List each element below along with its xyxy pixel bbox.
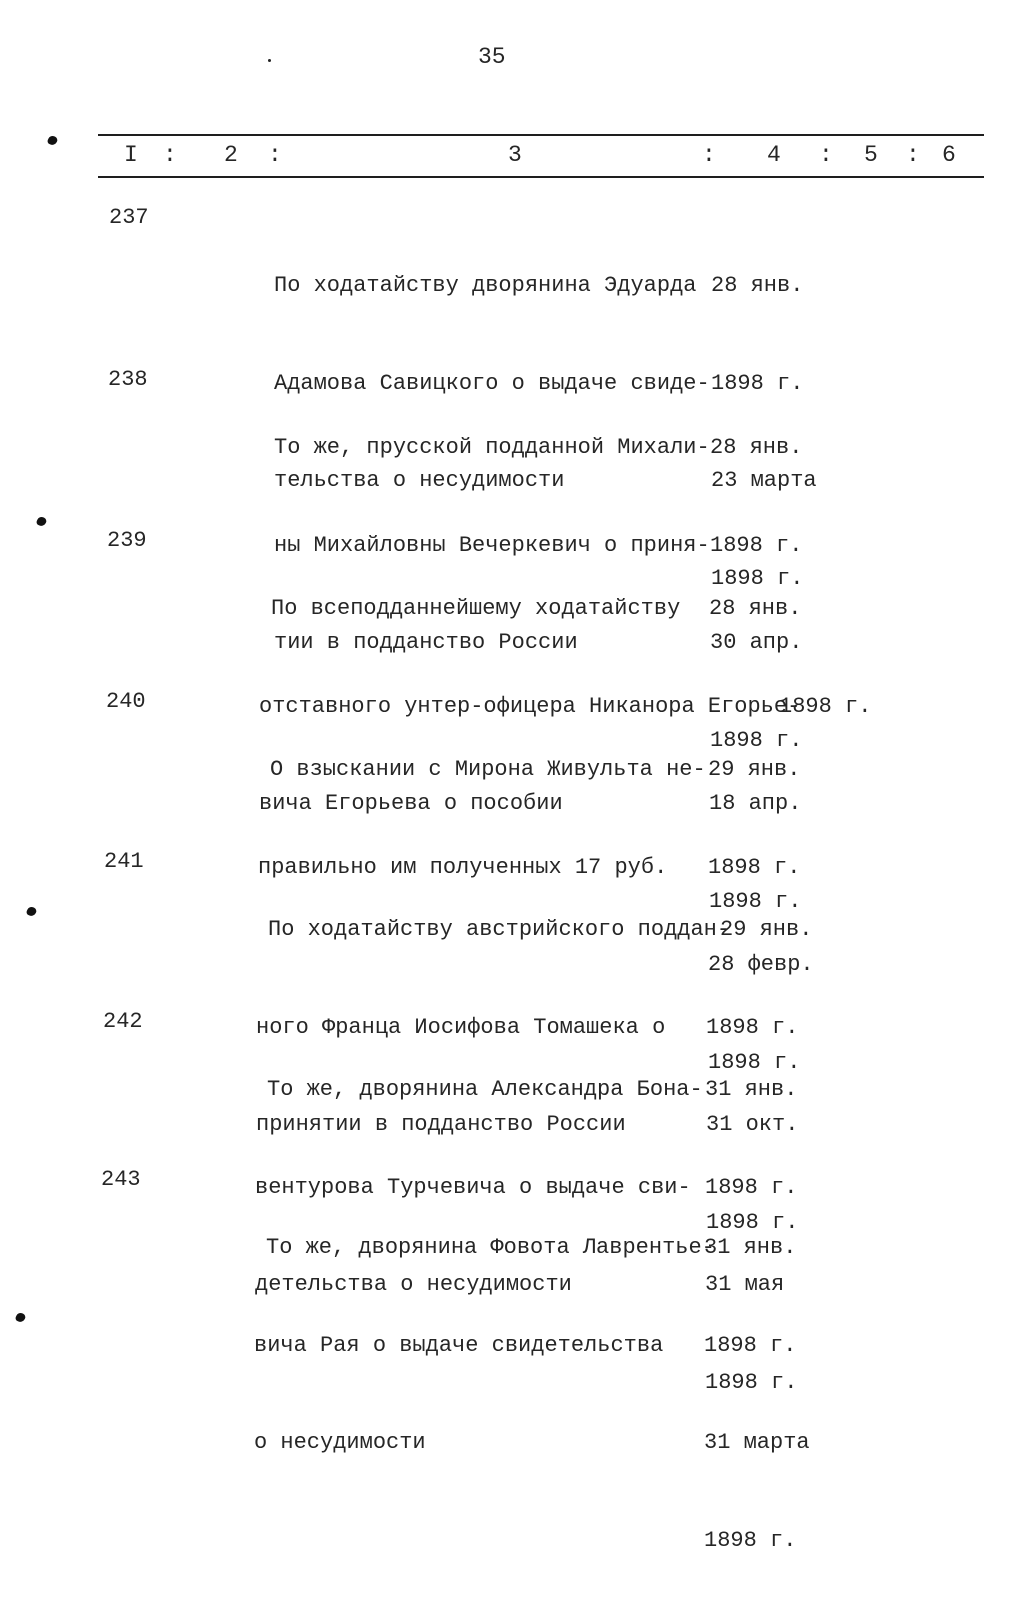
description-line: То же, прусской подданной Михали- <box>274 435 710 460</box>
description-line: вича Рая о выдаче свидетельства <box>254 1332 664 1358</box>
header-col-4: 4 <box>767 142 781 168</box>
start-year: 1898 г. <box>708 854 801 880</box>
start-date: 29 янв. <box>720 917 813 942</box>
end-date: 31 марта <box>704 1430 810 1455</box>
end-year: 1898 г. <box>708 1049 801 1075</box>
header-col-1: I <box>124 142 138 168</box>
table-header-bottom-rule <box>98 176 984 178</box>
start-year: 1898 г. <box>711 370 804 396</box>
end-date: 31 мая <box>705 1272 785 1297</box>
description-line: тии в подданство России <box>274 630 578 655</box>
end-date: 23 марта <box>711 468 817 493</box>
start-year: 1898 г. <box>779 693 872 719</box>
start-year: 1898 г. <box>710 532 803 558</box>
description-line: То же, дворянина Александра Бона- <box>267 1077 703 1102</box>
end-year: 1898 г. <box>710 727 803 753</box>
end-year: 1898 г. <box>704 1527 797 1553</box>
start-date: 31 янв. <box>705 1077 798 1102</box>
table-row <box>0 1167 1024 1553</box>
description-line: отставного унтер-офицера Никанора Егорье- <box>259 693 801 719</box>
description-line: правильно им полученных 17 руб. <box>258 854 668 880</box>
description-line: ны Михайловны Вечеркевич о приня- <box>274 532 710 558</box>
entry-number: 242 <box>103 1009 143 1034</box>
description-line: Адамова Савицкого о выдаче свиде- <box>274 370 710 396</box>
header-col-5: 5 <box>864 142 878 168</box>
end-date: 30 апр. <box>710 630 803 655</box>
header-col-3: 3 <box>508 142 522 168</box>
description-line: тельства о несудимости <box>274 468 565 493</box>
description-line: О взыскании с Мирона Живульта не- <box>270 757 706 782</box>
entry-number: 241 <box>104 849 144 874</box>
start-date: 29 янв. <box>708 757 801 782</box>
entry-number: 243 <box>101 1167 141 1192</box>
table-header-top-rule <box>98 134 984 136</box>
end-year: 1898 г. <box>709 888 802 914</box>
entry-number: 238 <box>108 367 148 392</box>
description-line: принятии в подданство России <box>256 1112 626 1137</box>
start-date: 28 янв. <box>710 435 803 460</box>
header-separator: : <box>268 142 282 168</box>
header-separator: : <box>163 142 177 168</box>
header-col-2: 2 <box>224 142 238 168</box>
start-date: 28 янв. <box>711 273 804 298</box>
entry-number: 237 <box>109 205 149 230</box>
start-date: 28 янв. <box>709 596 802 621</box>
binding-hole-mark <box>47 135 59 147</box>
header-separator: : <box>702 142 716 168</box>
description-line: По всеподданнейшему ходатайству <box>271 596 681 621</box>
end-date: 18 апр. <box>709 791 802 816</box>
description-line: детельства о несудимости <box>255 1272 572 1297</box>
entry-number: 240 <box>106 689 146 714</box>
header-col-6: 6 <box>942 142 956 168</box>
end-date: 31 окт. <box>706 1112 799 1137</box>
end-date: 28 февр. <box>708 952 814 977</box>
start-date: 31 янв. <box>704 1235 797 1260</box>
header-separator: : <box>906 142 920 168</box>
description-line: То же, дворянина Фовота Лаврентье- <box>266 1235 715 1260</box>
end-year: 1898 г. <box>705 1369 798 1395</box>
entry-description <box>254 1167 715 1525</box>
start-year: 1898 г. <box>706 1014 799 1040</box>
start-year: 1898 г. <box>705 1174 798 1200</box>
page-number: 35 <box>478 44 506 70</box>
start-year: 1898 г. <box>704 1332 797 1358</box>
description-line: о несудимости <box>254 1430 426 1455</box>
header-separator: : <box>819 142 833 168</box>
ink-speck <box>268 59 271 62</box>
entry-number: 239 <box>107 528 147 553</box>
description-line: По ходатайству дворянина Эдуарда <box>274 273 697 298</box>
description-line: По ходатайству австрийского поддан- <box>268 917 731 942</box>
description-line: ного Франца Иосифова Томашека о <box>256 1014 666 1040</box>
description-line: вича Егорьева о пособии <box>259 791 563 816</box>
entry-dates <box>704 1167 810 1622</box>
end-year: 1898 г. <box>706 1209 799 1235</box>
description-line: вентурова Турчевича о выдаче сви- <box>255 1174 691 1200</box>
end-year: 1898 г. <box>711 565 804 591</box>
